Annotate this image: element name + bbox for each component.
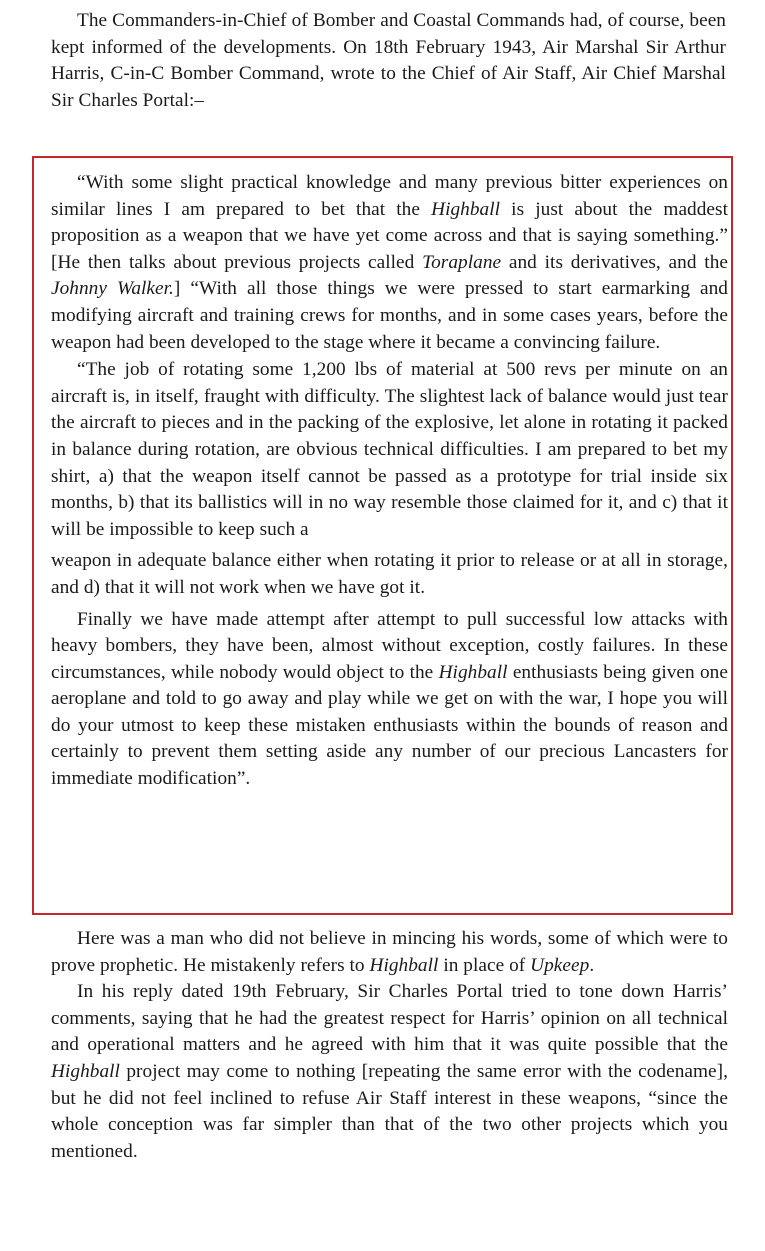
highlighted-quote-box	[32, 156, 733, 915]
text-run: is just about the maddest proposition as a weapon that we have yet come across and that is saying something.” [He then talks about previous projects called	[51, 198, 728, 273]
text-run: .	[589, 954, 595, 976]
highball-term: Highball	[369, 954, 439, 976]
text-run: project may come to nothing [repeating the same error with the codename], but he did not feel inclined to refuse Air Staff interest in these weapons, “since the whole conception was far simpler than that of the two other projects which you mentioned.	[51, 1060, 728, 1162]
highball-term: Highball	[431, 198, 501, 220]
outro-paragraph-2	[51, 979, 728, 1165]
text-run: enthusiasts being given one aeroplane and told to go away and play while we get on with the war, I hope you will do your utmost to keep these mistaken enthusiasts within the bounds of reason and certainly to prevent them setting aside any number of our precious Lancasters for immediate modification”.	[51, 661, 728, 790]
outro-section	[51, 926, 728, 1165]
quote-paragraph-2: “The job of rotating some 1,200 lbs of material at 500 revs per minute on an aircraft is, in itself, fraught with difficulty. The slightest lack of balance would just tear the aircraft to pieces and in the packing of the explosive, let alone in rotating it packed in balance during rotation, are obvious technical difficulties. I am prepared to bet my shirt, a) that the weapon itself cannot be passed as a prototype for trial inside six months, b) that its ballistics will in no way resemble those claimed for it, and c) that it will be impossible to keep such a	[51, 359, 728, 540]
text-run: Finally we have made attempt after attempt to pull successful low attacks with heavy bombers, they have been, almost without exception, costly failures. In these circumstances, while nobody would object to the	[51, 608, 728, 683]
intro-paragraph: The Commanders-in-Chief of Bomber and Coastal Commands had, of course, been kept informed of the developments. On 18th February 1943, Air Marshal Sir Arthur Harris, C-in-C Bomber Command, wrote to the Chief of Air Staff, Air Chief Marshal Sir Charles Portal:–	[51, 10, 726, 111]
text-run: Here was a man who did not believe in mincing his words, some of which were to prove prophetic. He mistakenly refers to	[51, 928, 728, 976]
quote-paragraph-2-continued: weapon in adequate balance either when rotating it prior to release or at all in storage, and d) that it will not work when we have got it.	[51, 550, 728, 598]
johnny-walker-term: Johnny Walker.	[51, 278, 174, 300]
highball-term: Highball	[438, 661, 508, 683]
highball-term: Highball	[51, 1060, 120, 1082]
upkeep-term: Upkeep	[530, 954, 590, 976]
text-run: In his reply dated 19th February, Sir Charles Portal tried to tone down Harris’ comments, saying that he had the greatest respect for Harris’ opinion on all technical and operational matters and he agreed with him that it was quite possible that the	[51, 981, 728, 1056]
text-run: “With some slight practical knowledge and many previous bitter experiences on similar lines I am prepared to bet that the	[51, 172, 728, 220]
text-run: ] “With all those things we were pressed to start earmarking and modifying aircraft and training crews for months, and in some cases years, before the weapon had been developed to the stage where it became a convincing failure.	[51, 278, 728, 353]
quote-paragraph-3	[51, 607, 728, 793]
text-run: and its derivatives, and the	[501, 251, 728, 273]
intro-section	[51, 8, 726, 114]
toraplane-term: Toraplane	[422, 251, 502, 273]
outro-paragraph-1	[51, 926, 728, 979]
quote-body	[51, 170, 728, 793]
text-run: in place of	[438, 954, 531, 976]
quote-paragraph-1	[51, 170, 728, 356]
